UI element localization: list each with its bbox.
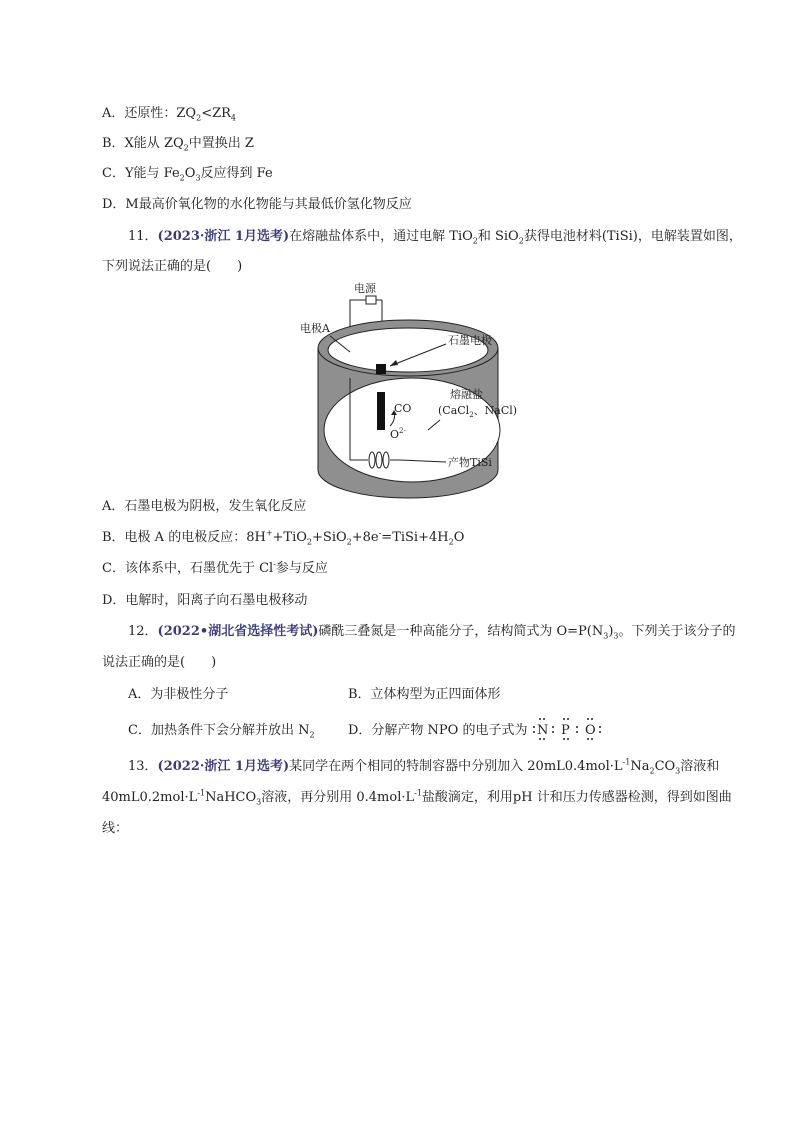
oxide-ion-label: $O^{2-}$ [390, 427, 406, 441]
q10-option-a: A．还原性：$ZQ_2<ZR_4$ [102, 106, 236, 123]
lewis-p: P [561, 723, 570, 738]
power-label: 电源 [354, 282, 376, 295]
q12-option-c: C．加热条件下会分解并放出 $N_2$ [128, 723, 315, 740]
q12-stem-line2: 说法正确的是( ) [102, 655, 217, 670]
q10-option-c: C．Y能与 $Fe_2O_3$反应得到 Fe [102, 166, 273, 183]
graphite-rod [377, 392, 385, 430]
q11-stem: 11．(2023·浙江 1月选考)在熔融盐体系中，通过电解 TiO$_2$和 SiO$_2$获得电池材料(TiSi)，电解装置如图， [128, 229, 742, 246]
power-source-box [366, 296, 376, 304]
q11-option-b: B．电极 A 的电极反应：$8H^++TiO_2+SiO_2+8e^-=TiSi+4H_2O$ [102, 528, 465, 547]
graphite-label: 石墨电极 [448, 334, 492, 347]
q12-source: (2022•湖北省选择性考试) [157, 624, 319, 639]
q12-stem: 12．(2022•湖北省选择性考试)磷酰三叠氮是一种高能分子，结构简式为 $O=P(N_3)_3$。下列关于该分子的 [128, 624, 736, 641]
q12-option-a: A．为非极性分子 [128, 687, 229, 702]
electrolysis-diagram [290, 280, 530, 500]
graphite-top [376, 364, 386, 374]
q12-option-b: B．立体构型为正四面体形 [348, 687, 501, 702]
npo-lewis-structure [532, 714, 604, 744]
q13-stem-line2: $40mL0.2mol\cdot L^{-1}NaHCO_3$溶液，再分别用 $0.4mol\cdot L^{-1}$盐酸滴定，利用pH 计和压力传感器检测，得到如图曲 [102, 788, 732, 807]
electrode-a-label: 电极A [300, 322, 330, 335]
lewis-n: N [537, 723, 549, 738]
q11-option-c: C．该体系中，石墨优先于 Cl-参与反应 [102, 559, 328, 576]
q11-option-d: D．电解时，阳离子向石墨电极移动 [102, 593, 308, 608]
q12-option-d: D．分解产物 NPO 的电子式为 [348, 723, 528, 738]
q13-source: (2022·浙江 1月选考) [157, 759, 290, 774]
q10-option-d: D．M最高价氧化物的水化物能与其最低价氢化物反应 [102, 197, 412, 212]
lewis-o: O [585, 723, 596, 738]
co-label: CO [394, 402, 412, 415]
q11-option-a: A．石墨电极为阴极，发生氧化反应 [102, 499, 307, 514]
q13-stem: 13．(2022·浙江 1月选考)某同学在两个相同的特制容器中分别加入 $20mL0.4mol\cdot L^{-1}Na_2CO_3$溶液和 [128, 757, 720, 776]
molten-salt-label: 熔融盐 [450, 388, 483, 401]
product-label: 产物TiSi [448, 456, 492, 469]
q10-option-b: B．X能从 $ZQ_2$中置换出 Z [102, 136, 254, 153]
q11-source: (2023·浙江 1月选考) [157, 229, 290, 244]
q13-stem-line3: 线： [102, 821, 129, 836]
q11-stem-line2: 下列说法正确的是( ) [102, 259, 243, 274]
salt-formula-label: (CaCl$_2$、NaCl) [438, 404, 518, 419]
